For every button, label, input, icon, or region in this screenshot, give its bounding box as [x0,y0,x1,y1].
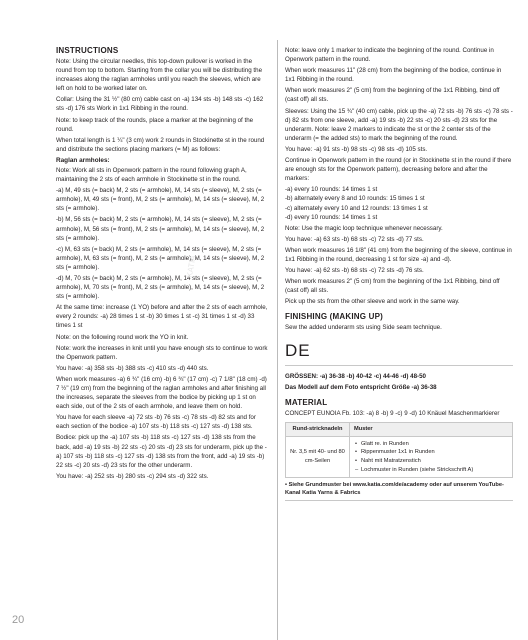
bind-off-paragraph: When work measures 2" (5 cm) from the beginning of the 1x1 Ribbing, bind off (cast off) all sts. [285,87,500,104]
increase-note: Note: work the increases in knit until you have enough sts to continue to work the Openwork pattern. [56,344,268,361]
collar-paragraph: Collar: Using the 31 ½" (80 cm) cable cast on -a) 134 sts -b) 148 sts -c) 162 sts -d) 176 sts Work in 1x1 Ribbing in the round. [56,96,264,113]
instructions-heading: INSTRUCTIONS [56,46,119,55]
pattern-cell [350,436,513,477]
left-column [56,0,269,483]
needles-pattern-table [285,422,513,478]
decrease-c: -c) alternately every 10 and 12 rounds: 13 times 1 st [285,204,428,212]
needle-size-cell: Nr. 3,5 mit 40- und 80 cm-Seilen [286,436,350,477]
sleeves-paragraph: Sleeves: Using the 15 ¾" (40 cm) cable, pick up the -a) 72 sts -b) 76 sts -c) 78 sts -d) 82 sts from one sleeve, add -a) 19 sts -b) 22 sts -c) 20 sts -d) 23 sts for the underarm. Note: leave 2 markers to indicate the st or the 2 center sts of the underarm (= the added sts) to mark the beginning of the round. [285,107,513,142]
pattern-item: • Naht mit Matratzenstich [361,457,508,466]
sleeve-ribbing-paragraph: When work measures 16 1/8" (41 cm) from the beginning of the sleeve, continue in 1x1 Ribbing in the round, decreasing 1 st for size -a) and -d). [285,246,512,263]
decrease-paragraph: Continue in Openwork pattern in the round (or in Stockinette st in the round if there are enough sts for the Openwork pattern), decreasing before and after the markers: [285,157,512,183]
pattern-item: • Rippenmuster 1x1 in Runden [361,448,508,457]
stitch-count-3: You have: -a) 252 sts -b) 280 sts -c) 294 sts -d) 322 sts. [56,472,209,480]
table-header-needles: Rund-stricknadeln [286,422,350,436]
raglan-heading: Raglan armholes: [56,156,110,164]
sleeve-bind-off-paragraph: When work measures 2" (5 cm) from the beginning of the 1x1 Ribbing, bind off (cast off) all sts. [285,278,500,295]
material-heading: MATERIAL [285,397,328,407]
right-column [285,0,513,501]
stitch-count-2: You have for each sleeve -a) 72 sts -b) 76 sts -c) 78 sts -d) 82 sts and for each section of the bodice -a) 107 sts -b) 118 sts -c) 127 sts -d) 138 sts. [56,414,256,431]
sleeve-stitch-count: You have: -a) 91 sts -b) 98 sts -c) 98 sts -d) 105 sts. [285,145,428,153]
finishing-heading: FINISHING (MAKING UP) [285,312,383,322]
marker-paragraph: Note: leave only 1 marker to indicate the beginning of the round. Continue in Openwork pattern in the round. [285,47,494,64]
size-a-sections: -a) M, 49 sts (= back) M, 2 sts (= armhole), M, 14 sts (= sleeve), M, 2 sts (= armhole), M, 49 sts (= front), M, 2 sts (= armhole), M, 14 sts (= sleeve), M, 2 sts (= armhole). [56,187,265,213]
marker-note: Note: to keep track of the rounds, place a marker at the beginning of the round. [56,116,254,133]
column-divider [277,40,278,640]
intro-note: Note: Using the circular needles, this top-down pullover is worked in the round from top to bottom. Starting from the collar you will be distributing the increases along the raglan armholes until you reach the sleeves, which are left on hold to be worked later on. [56,58,263,93]
model-size-line: Das Modell auf dem Foto entspricht Größe -a) 36-38 [285,383,437,391]
raglan-note: Note: Work all sts in Openwork pattern in the round following graph A, maintaining the 2 sts of each armhole in Stockinette st in the round. [56,166,247,184]
sleeve-stitch-count-2: You have: -a) 63 sts -b) 68 sts -c) 72 sts -d) 77 sts. [285,235,424,243]
sleeve-stitch-count-3: You have: -a) 62 sts -b) 68 sts -c) 72 sts -d) 76 sts. [285,267,424,275]
separate-sleeves-paragraph: When work measures -a) 6 ¾" (16 cm) -b) 6 ¾" (17 cm) -c) 7 1/8" (18 cm) -d) 7 ½" (19 cm) from the beginning of the raglan armholes and after finishing all the increases, separate the sleeves from the bodice by picking up 1 st on each side, out of the 2 sts of each armhole, and leave them on hold. [56,375,267,411]
total-length-paragraph: When total length is 1 ¼" (3 cm) work 2 rounds in Stockinette st in the round and distribute the sections placing markers (= M) as follows: [56,136,265,153]
table-header-pattern: Muster [350,422,513,436]
size-d-sections: -d) M, 70 sts (= back) M, 2 sts (= armhole), M, 14 sts (= sleeve), M, 2 sts (= armhole), M, 70 sts (= front), M, 2 sts (= armhole), M, 14 sts (= sleeve), M, 2 sts (= armhole). [56,274,265,301]
pattern-item: – Lochmuster in Runden (siehe Strickschrift A) [361,466,508,475]
pattern-item: • Glatt re. in Runden [361,440,508,449]
decrease-a: -a) every 10 rounds: 14 times 1 st [285,186,378,194]
bodice-paragraph: Bodice: pick up the -a) 107 sts -b) 118 sts -c) 127 sts -d) 138 sts from the back, add -a) 19 sts -b) 22 sts -c) 20 sts -d) 23 sts for underarm, pick up the -a) 107 sts -b) 118 sts -c) 127 sts -d) 138 sts from the front, add -a) 19 sts -b) 22 sts -c) 20 sts -d) 23 sts for the other underarm. [56,434,267,469]
watermark: KATIA [184,254,198,279]
sizes-line: GRÖSSEN: -a) 36-38 -b) 40-42 -c) 44-46 -d) 48-50 [285,372,426,380]
language-heading-de: DE [285,340,311,360]
ribbing-paragraph: When work measures 11" (28 cm) from the beginning of the bodice, continue in 1x1 Ribbing in the round. [285,67,502,84]
stitch-count-1: You have: -a) 358 sts -b) 388 sts -c) 410 sts -d) 440 sts. [56,364,209,372]
de-divider [285,365,513,366]
magic-loop-note: Note: Use the magic loop technique whenever necessary. [285,224,443,232]
yo-note: Note: on the following round work the YO in knit. [56,333,189,341]
increase-paragraph: At the same time: increase (1 YO) before and after the 2 sts of each armhole, every 2 rounds: -a) 28 times 1 st -b) 30 times 1 st -c) 31 times 1 st -d) 33 times 1 st [56,304,268,330]
size-b-sections: -b) M, 56 sts (= back) M, 2 sts (= armhole), M, 14 sts (= sleeve), M, 2 sts (= armhole), M, 56 sts (= front), M, 2 sts (= armhole), M, 14 sts (= sleeve), M, 2 sts (= armhole). [56,216,265,242]
page-number: 20 [12,614,25,626]
academy-note: • Siehe Grundmuster bei www.katia.com/de/academy oder auf unserem YouTube-Kanal Katia Yarns & Fabrics [285,478,513,501]
decrease-d: -d) every 10 rounds: 14 times 1 st [285,213,378,221]
other-sleeve-paragraph: Pick up the sts from the other sleeve and work in the same way. [285,298,460,306]
decrease-b: -b) alternately every 8 and 10 rounds: 15 times 1 st [285,195,425,203]
material-paragraph: CONCEPT EUNOIA Fb. 103: -a) 8 -b) 9 -c) 9 -d) 10 Knäuel Maschenmarkierer [285,409,500,417]
size-c-sections: -c) M, 63 sts (= back) M, 2 sts (= armhole), M, 14 sts (= sleeve), M, 2 sts (= armhole), M, 63 sts (= front), M, 2 sts (= armhole), M, 14 sts (= sleeve), M, 2 sts (= armhole). [56,245,265,271]
finishing-paragraph: Sew the added underarm sts using Side seam technique. [285,324,442,332]
